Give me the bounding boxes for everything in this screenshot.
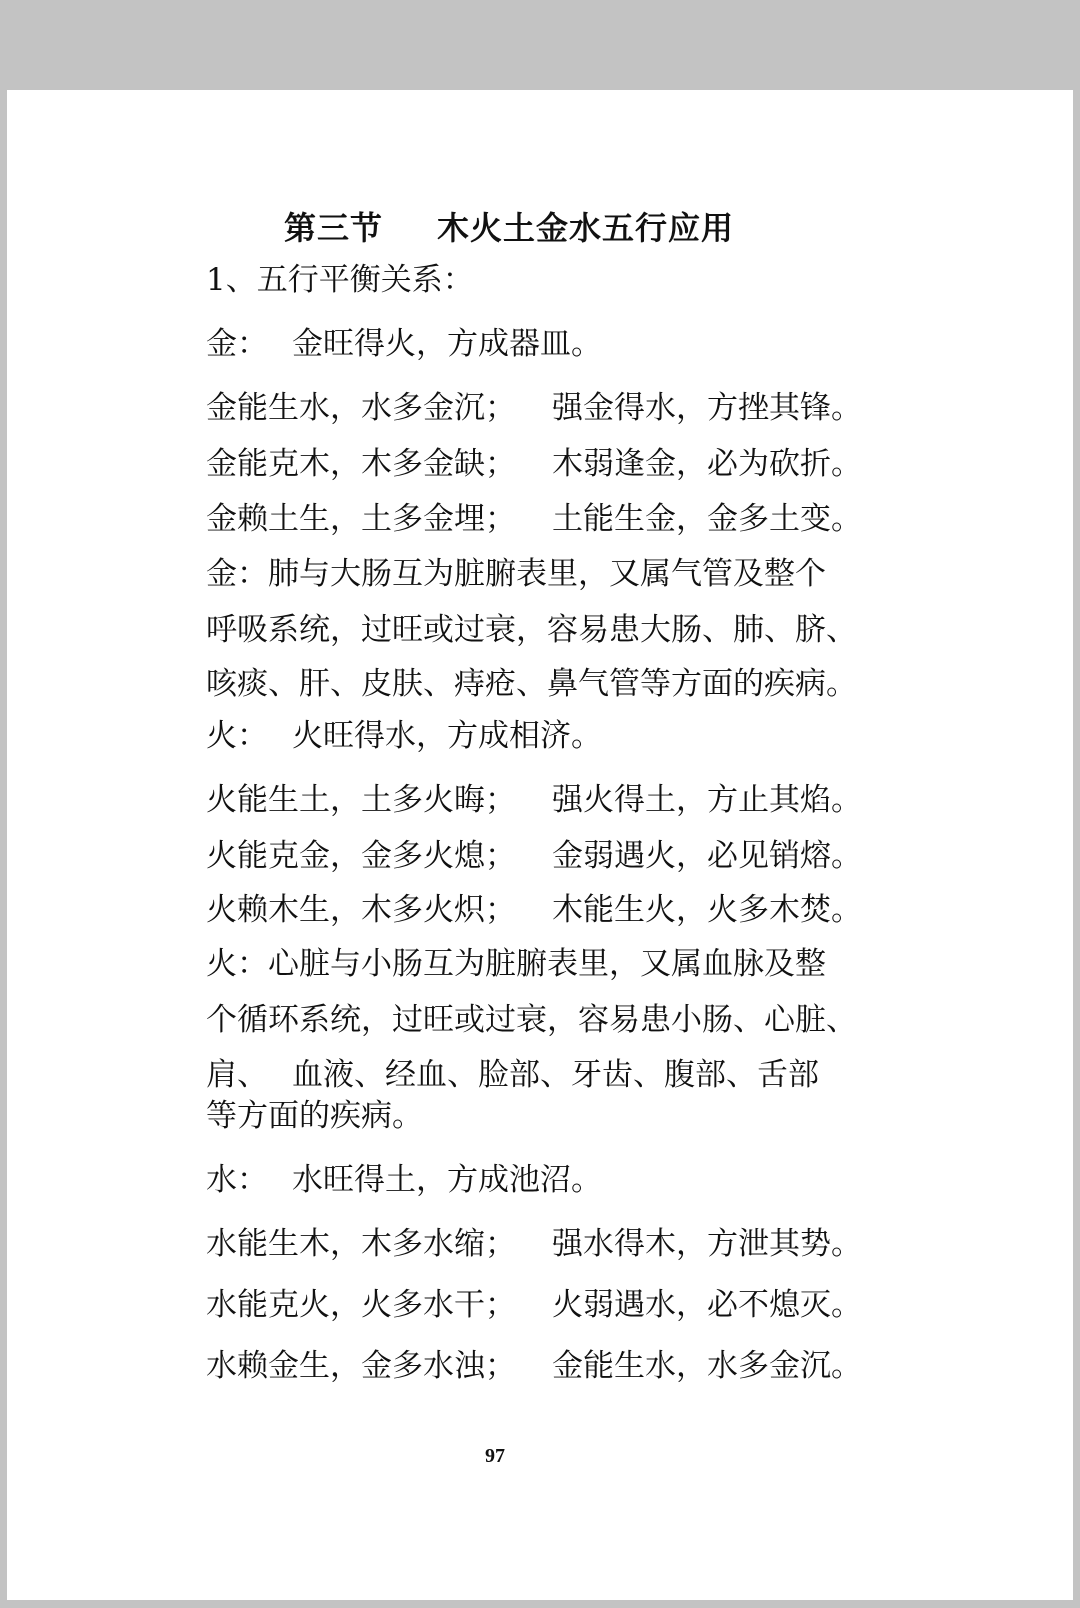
fire-row-1-left: 火能生土，土多火晦； xyxy=(206,782,516,818)
water-label: 水： xyxy=(206,1162,268,1198)
section-label: 第三节 xyxy=(284,209,384,247)
water-row-1-right: 强水得木，方泄其势。 xyxy=(552,1226,862,1262)
water-row-3 xyxy=(206,1348,862,1384)
water-heading xyxy=(206,1162,602,1198)
fire-para-line-3-a: 肩、 xyxy=(206,1057,268,1093)
metal-row-1 xyxy=(206,390,862,426)
fire-row-2-right: 金弱遇火，必见销熔。 xyxy=(552,838,862,874)
water-row-2 xyxy=(206,1287,862,1323)
fire-para-line-1: 火：心脏与小肠互为脏腑表里，又属血脉及整 xyxy=(206,946,826,982)
page-content xyxy=(7,90,1073,1600)
metal-row-3 xyxy=(206,501,862,537)
water-row-1-left: 水能生木，木多水缩； xyxy=(206,1226,516,1262)
water-row-2-left: 水能克火，火多水干； xyxy=(206,1287,516,1323)
fire-row-1-right: 强火得土，方止其焰。 xyxy=(552,782,862,818)
water-row-3-right: 金能生水，水多金沉。 xyxy=(552,1348,862,1384)
metal-para-line-3: 咳痰、肝、皮肤、痔疮、鼻气管等方面的疾病。 xyxy=(206,666,857,702)
fire-label: 火： xyxy=(206,718,268,754)
metal-row-1-left: 金能生水，水多金沉； xyxy=(206,390,516,426)
metal-para-line-1: 金：肺与大肠互为脏腑表里，又属气管及整个 xyxy=(206,556,826,592)
fire-row-3 xyxy=(206,892,862,928)
metal-row-2-left: 金能克木，木多金缺； xyxy=(206,446,516,482)
fire-row-3-left: 火赖木生，木多火炽； xyxy=(206,892,516,928)
document-page xyxy=(7,90,1073,1600)
water-row-1 xyxy=(206,1226,862,1262)
water-row-2-right: 火弱遇水，必不熄灭。 xyxy=(552,1287,862,1323)
fire-row-2 xyxy=(206,838,862,874)
section-heading xyxy=(284,203,734,249)
water-row-3-left: 水赖金生，金多水浊； xyxy=(206,1348,516,1384)
metal-row-3-left: 金赖土生，土多金埋； xyxy=(206,501,516,537)
metal-row-2 xyxy=(206,446,862,482)
metal-para-line-2: 呼吸系统，过旺或过衰，容易患大肠、肺、脐、 xyxy=(206,612,857,648)
metal-label: 金： xyxy=(206,326,268,362)
section-title: 木火土金水五行应用 xyxy=(437,209,735,247)
page-number: 97 xyxy=(485,1445,505,1467)
water-heading-text: 水旺得土，方成池沼。 xyxy=(292,1162,602,1198)
fire-para-line-3-b: 血液、经血、脸部、牙齿、腹部、舌部 xyxy=(292,1057,819,1093)
fire-para-line-4: 等方面的疾病。 xyxy=(206,1098,423,1134)
fire-heading xyxy=(206,718,602,754)
metal-heading-text: 金旺得火，方成器皿。 xyxy=(292,326,602,362)
fire-row-3-right: 木能生火，火多木焚。 xyxy=(552,892,862,928)
subheading: 1、五行平衡关系： xyxy=(206,262,474,298)
fire-row-1 xyxy=(206,782,862,818)
metal-row-2-right: 木弱逢金，必为砍折。 xyxy=(552,446,862,482)
fire-para-line-2: 个循环系统，过旺或过衰，容易患小肠、心脏、 xyxy=(206,1002,857,1038)
fire-para-line-3 xyxy=(206,1057,819,1093)
metal-row-3-right: 土能生金，金多土变。 xyxy=(552,501,862,537)
metal-row-1-right: 强金得水，方挫其锋。 xyxy=(552,390,862,426)
metal-heading xyxy=(206,326,602,362)
fire-row-2-left: 火能克金，金多火熄； xyxy=(206,838,516,874)
fire-heading-text: 火旺得水，方成相济。 xyxy=(292,718,602,754)
